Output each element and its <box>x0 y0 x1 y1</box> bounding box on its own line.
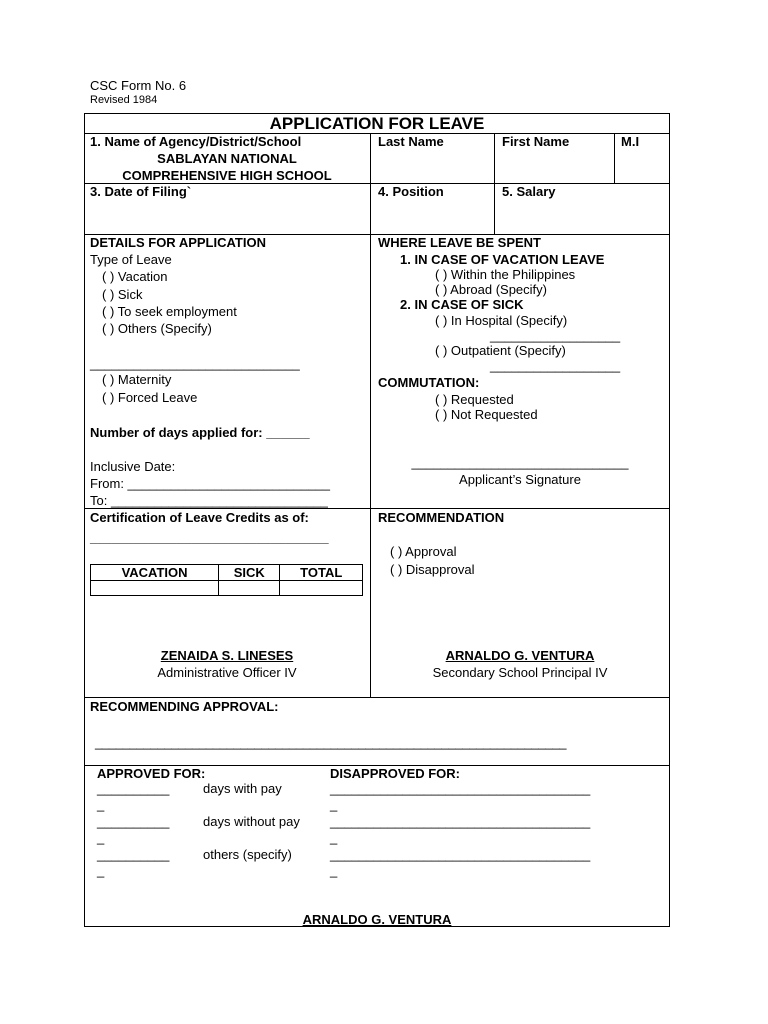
days-with-pay-blank[interactable]: __________ <box>97 781 170 796</box>
total-cell[interactable] <box>280 581 363 596</box>
seek-employment-checkbox[interactable]: ( ) To seek employment <box>102 304 237 319</box>
dash: _ <box>330 797 338 812</box>
disapproved-reason-line[interactable]: ____________________________________ <box>330 847 591 862</box>
table-header-row <box>91 565 363 581</box>
disapproval-checkbox[interactable]: ( ) Disapproval <box>390 562 475 577</box>
salary-label: 5. Salary <box>502 184 556 199</box>
disapproved-for-heading: DISAPPROVED FOR: <box>330 766 461 781</box>
dash: _ <box>97 830 105 845</box>
divider <box>84 697 670 698</box>
sick-cell[interactable] <box>219 581 280 596</box>
forced-leave-checkbox[interactable]: ( ) Forced Leave <box>102 390 198 405</box>
agency-name-line2: COMPREHENSIVE HIGH SCHOOL <box>122 168 332 183</box>
hospital-specify-line[interactable]: __________________ <box>490 328 621 343</box>
form-title: APPLICATION FOR LEAVE <box>269 114 485 133</box>
vacation-checkbox[interactable]: ( ) Vacation <box>102 269 168 284</box>
within-philippines-checkbox[interactable]: ( ) Within the Philippines <box>435 267 576 282</box>
vacation-case-heading: 1. IN CASE OF VACATION LEAVE <box>400 252 605 267</box>
where-spent-heading: WHERE LEAVE BE SPENT <box>378 235 542 250</box>
disapproved-reason-line[interactable]: ____________________________________ <box>330 814 591 829</box>
divider <box>84 508 670 509</box>
recommending-approval-line[interactable]: ____________________________________________________________________ <box>95 735 567 750</box>
sick-case-heading: 2. IN CASE OF SICK <box>400 297 524 312</box>
dash: _ <box>97 863 105 878</box>
approved-for-heading: APPROVED FOR: <box>97 766 206 781</box>
divider <box>370 133 371 697</box>
signature-line[interactable]: ______________________________ <box>411 455 629 470</box>
certification-heading: Certification of Leave Credits as of: <box>90 510 309 525</box>
date-of-filing-label: 3. Date of Filing` <box>90 184 192 199</box>
leave-credits-table <box>90 564 363 596</box>
total-column-header: TOTAL <box>280 565 363 581</box>
middle-initial-label: M.I <box>621 134 640 149</box>
sick-checkbox[interactable]: ( ) Sick <box>102 287 143 302</box>
others-checkbox[interactable]: ( ) Others (Specify) <box>102 321 212 336</box>
requested-checkbox[interactable]: ( ) Requested <box>435 392 514 407</box>
officer-title: Administrative Officer IV <box>157 665 297 680</box>
recommendation-heading: RECOMMENDATION <box>378 510 505 525</box>
agency-label: 1. Name of Agency/District/School <box>90 134 302 149</box>
maternity-checkbox[interactable]: ( ) Maternity <box>102 372 172 387</box>
certification-date-line[interactable]: _________________________________ <box>90 530 329 545</box>
to-date-field[interactable]: To: ______________________________ <box>90 493 328 508</box>
position-label: 4. Position <box>378 184 444 199</box>
dash: _ <box>330 830 338 845</box>
principal-title: Secondary School Principal IV <box>432 665 608 680</box>
others-specify-line[interactable]: _____________________________ <box>90 356 300 371</box>
sick-column-header: SICK <box>219 565 280 581</box>
abroad-checkbox[interactable]: ( ) Abroad (Specify) <box>435 282 547 297</box>
officer-name: ZENAIDA S. LINESES <box>160 648 294 663</box>
form-number: CSC Form No. 6 <box>90 78 187 93</box>
dash: _ <box>97 797 105 812</box>
principal-name: ARNALDO G. VENTURA <box>445 648 595 663</box>
table-row <box>91 581 363 596</box>
type-of-leave-label: Type of Leave <box>90 252 172 267</box>
days-without-pay-blank[interactable]: __________ <box>97 814 170 829</box>
revised-date: Revised 1984 <box>90 94 158 106</box>
last-name-label: Last Name <box>378 134 444 149</box>
others-specify-label: others (specify) <box>203 847 292 862</box>
not-requested-checkbox[interactable]: ( ) Not Requested <box>435 407 538 422</box>
approval-checkbox[interactable]: ( ) Approval <box>390 544 457 559</box>
vacation-column-header: VACATION <box>91 565 219 581</box>
recommending-approval-heading: RECOMMENDING APPROVAL: <box>90 699 279 714</box>
agency-name-line1: SABLAYAN NATIONAL <box>157 151 297 166</box>
others-specify-blank[interactable]: __________ <box>97 847 170 862</box>
divider <box>614 133 615 183</box>
dash: _ <box>330 863 338 878</box>
commutation-heading: COMMUTATION: <box>378 375 480 390</box>
applicant-signature-label: Applicant’s Signature <box>459 472 581 487</box>
days-without-pay-label: days without pay <box>203 814 300 829</box>
vacation-cell[interactable] <box>91 581 219 596</box>
disapproved-reason-line[interactable]: ____________________________________ <box>330 781 591 796</box>
details-heading: DETAILS FOR APPLICATION <box>90 235 266 250</box>
first-name-label: First Name <box>502 134 570 149</box>
from-date-field[interactable]: From: ____________________________ <box>90 476 330 491</box>
outpatient-checkbox[interactable]: ( ) Outpatient (Specify) <box>435 343 566 358</box>
approving-officer-name: ARNALDO G. VENTURA <box>302 912 452 927</box>
in-hospital-checkbox[interactable]: ( ) In Hospital (Specify) <box>435 313 568 328</box>
inclusive-date-label: Inclusive Date: <box>90 459 176 474</box>
days-with-pay-label: days with pay <box>203 781 282 796</box>
divider <box>494 133 495 234</box>
number-of-days-field[interactable]: Number of days applied for: ______ <box>90 425 310 440</box>
outpatient-specify-line[interactable]: __________________ <box>490 358 621 373</box>
